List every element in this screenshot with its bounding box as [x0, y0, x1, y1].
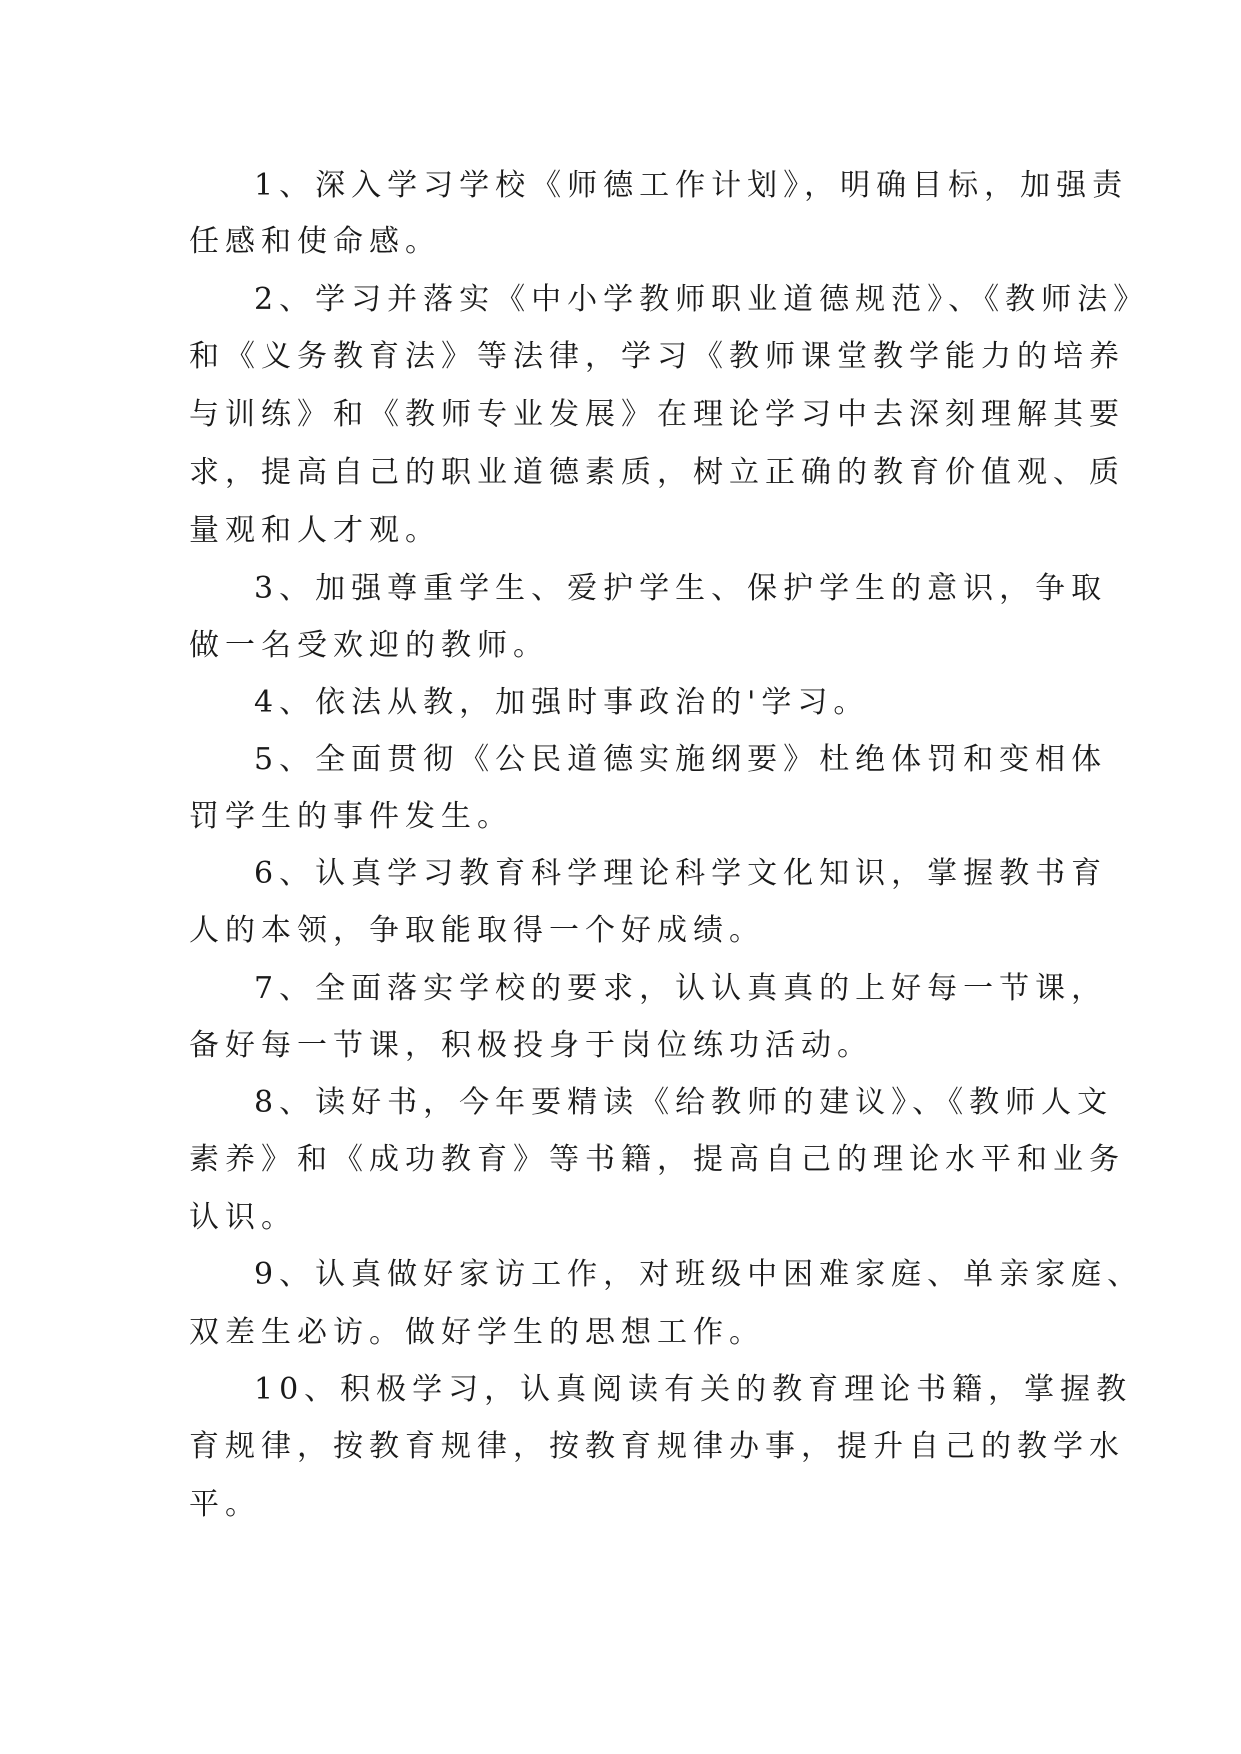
- paragraph-2-line-5: 量观和人才观。: [189, 513, 441, 548]
- paragraph-5-line-2: 罚学生的事件发生。: [189, 799, 513, 834]
- paragraph-3-line-2: 做一名受欢迎的教师。: [189, 628, 549, 663]
- paragraph-7-line-1: 7、全面落实学校的要求，认认真真的上好每一节课，: [254, 971, 1108, 1006]
- paragraph-9-line-2: 双差生必访。做好学生的思想工作。: [189, 1315, 765, 1350]
- paragraph-3-line-1: 3、加强尊重学生、爱护学生、保护学生的意识，争取: [254, 571, 1108, 606]
- paragraph-10-line-2: 育规律，按教育规律，按教育规律办事，提升自己的教学水: [189, 1429, 1125, 1464]
- paragraph-1-line-2: 任感和使命感。: [189, 224, 441, 259]
- paragraph-8-line-2: 素养》和《成功教育》等书籍，提高自己的理论水平和业务: [189, 1142, 1125, 1177]
- paragraph-5-line-1: 5、全面贯彻《公民道德实施纲要》杜绝体罚和变相体: [254, 742, 1108, 777]
- paragraph-10-line-1: 10、积极学习，认真阅读有关的教育理论书籍，掌握教: [254, 1372, 1133, 1407]
- paragraph-2-line-3: 与训练》和《教师专业发展》在理论学习中去深刻理解其要: [189, 397, 1125, 432]
- paragraph-1-line-1: 1、深入学习学校《师德工作计划》，明确目标，加强责: [254, 168, 1129, 203]
- paragraph-2-line-1: 2、学习并落实《中小学教师职业道德规范》、《教师法》: [254, 282, 1150, 317]
- paragraph-8-line-3: 认识。: [189, 1200, 297, 1235]
- paragraph-2-line-2: 和《义务教育法》等法律，学习《教师课堂教学能力的培养: [189, 339, 1125, 374]
- paragraph-6-line-1: 6、认真学习教育科学理论科学文化知识，掌握教书育: [254, 856, 1108, 891]
- paragraph-2-line-4: 求，提高自己的职业道德素质，树立正确的教育价值观、质: [189, 455, 1125, 490]
- paragraph-6-line-2: 人的本领，争取能取得一个好成绩。: [189, 913, 765, 948]
- paragraph-7-line-2: 备好每一节课，积极投身于岗位练功活动。: [189, 1028, 873, 1063]
- paragraph-4-line-1: 4、依法从教，加强时事政治的'学习。: [254, 685, 870, 720]
- paragraph-10-line-3: 平。: [189, 1487, 261, 1522]
- paragraph-9-line-1: 9、认真做好家访工作，对班级中困难家庭、单亲家庭、: [254, 1257, 1144, 1292]
- paragraph-8-line-1: 8、读好书，今年要精读《给教师的建议》、《教师人文: [254, 1085, 1114, 1120]
